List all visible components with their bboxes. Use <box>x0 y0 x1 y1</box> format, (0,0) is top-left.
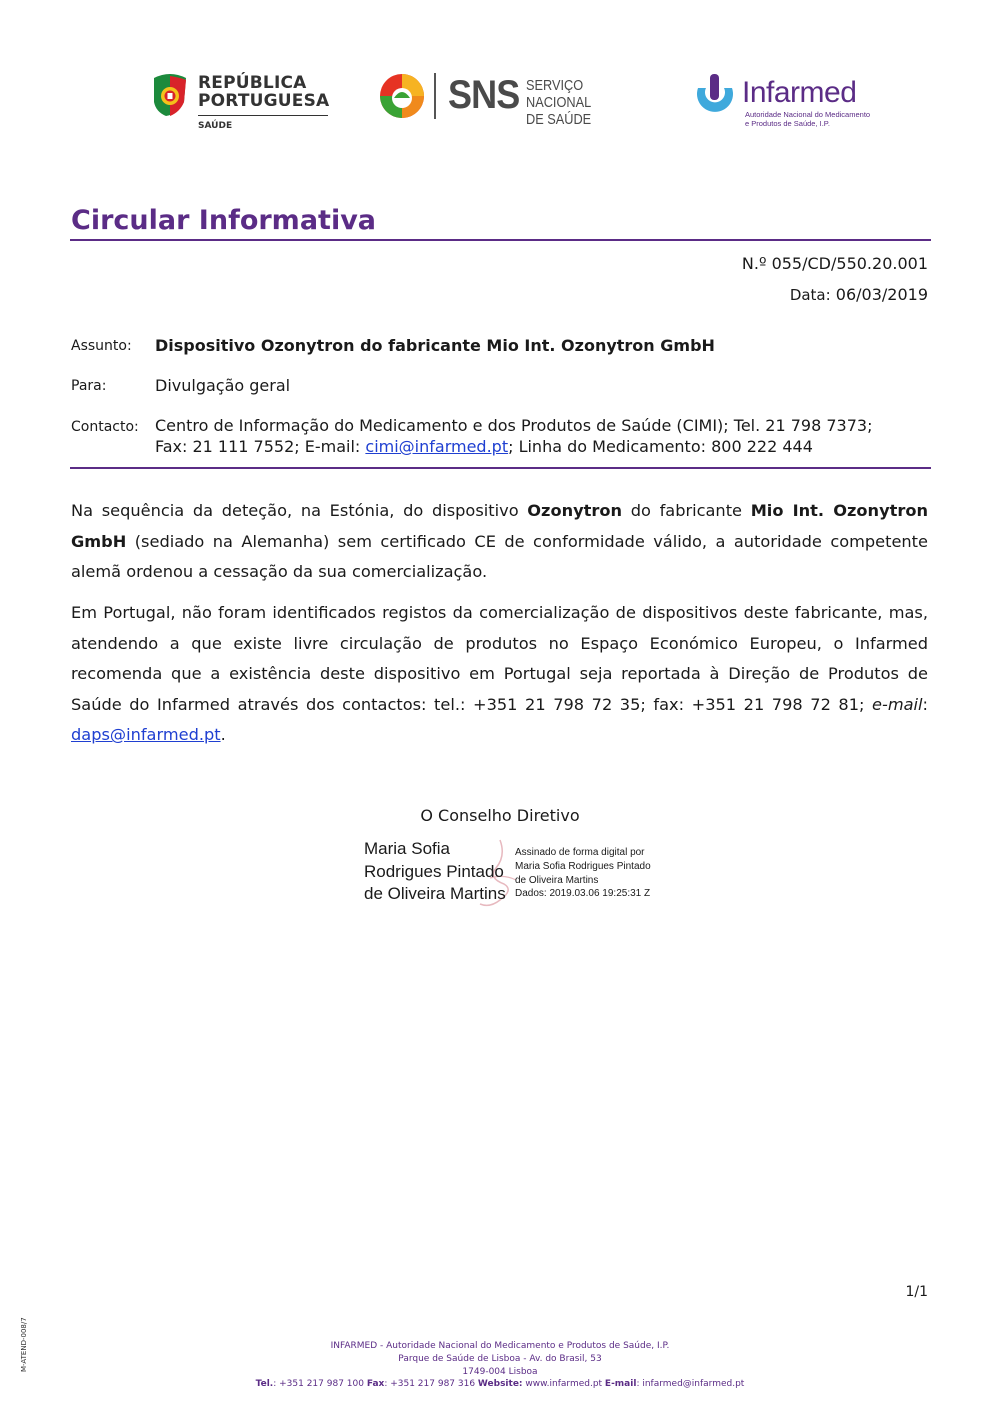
manufacturer-name: Mio Int. Ozonytron GmbH <box>71 501 928 551</box>
infarmed-mark-icon <box>694 74 736 118</box>
signatory-name: Maria Sofia Rodrigues Pintado de Oliveira Martins <box>364 839 506 903</box>
logo-rule <box>198 115 328 116</box>
contact-label: Contacto: <box>71 419 139 435</box>
meta-rule <box>70 467 931 469</box>
to-label: Para: <box>71 378 107 394</box>
contact-value <box>155 415 935 457</box>
to-value: Divulgação geral <box>155 376 291 395</box>
portuguese-emblem-icon <box>150 72 190 118</box>
device-name: Ozonytron <box>527 501 623 520</box>
circular-date <box>790 285 928 304</box>
body-paragraph-1: Na sequência da deteção, na Estónia, do dispositivo Ozonytron do fabricante Mio Int. Ozonytron GmbH (sediado na Alemanha) sem certificado CE de conformidade válido, a autoridade competente alemã ordenou a cessação da sua comercialização. <box>71 501 928 581</box>
contact-line2: Fax: 21 111 7552; E-mail: cimi@infarmed.pt; Linha do Medicamento: 800 222 444 <box>155 437 813 456</box>
date-label: Data: <box>789 286 831 304</box>
document-title: Circular Informativa <box>71 205 377 236</box>
subject-label: Assunto: <box>71 338 132 354</box>
circular-number: N.º 055/CD/550.20.001 <box>741 254 928 273</box>
digital-signature-info: Assinado de forma digital por Maria Sofia Rodrigues Pintado de Oliveira Martins Dados: 2019.03.06 19:25:31 Z <box>515 847 651 900</box>
infarmed-logo <box>694 72 874 134</box>
council-heading: O Conselho Diretivo <box>420 806 580 825</box>
contact-line1: Centro de Informação do Medicamento e dos Produtos de Saúde (CIMI); Tel. 21 798 7373; <box>155 416 873 435</box>
republica-subtitle: SAÚDE <box>198 121 233 131</box>
body-paragraph-2: Em Portugal, não foram identificados registos da comercialização de dispositivos deste fabricante, mas, atendendo a que existe livre circulação de produtos no Espaço Económico Europeu, o Infarmed recomenda que a existência deste dispositivo em Portugal seja reportada à Direção de Produtos de Saúde do Infarmed através dos contactos: tel.: +351 21 798 72 35; fax: +351 21 798 72 81; e-mail: daps@infarmed.pt. <box>71 603 928 744</box>
footer-address: INFARMED - Autoridade Nacional do Medicamento e Produtos de Saúde, I.P. Parque de Saúde de Lisboa - Av. do Brasil, 53 1749-004 Lisboa Tel.: +351 217 987 100 Fax: +351 217 987 316 Website: www.infarmed.pt E-mail: infarmed@infarmed.pt <box>0 1340 1000 1391</box>
sns-word: SNS <box>448 73 520 117</box>
daps-email-link[interactable]: daps@infarmed.pt <box>71 725 221 744</box>
date-value: 06/03/2019 <box>835 285 928 304</box>
subject-value: Dispositivo Ozonytron do fabricante Mio Int. Ozonytron GmbH <box>155 336 715 355</box>
footer-contacts: Tel.: +351 217 987 100 Fax: +351 217 987 316 Website: www.infarmed.pt E-mail: infarmed@infarmed.pt <box>255 1379 745 1390</box>
sns-divider <box>434 73 436 119</box>
republica-title: REPÚBLICA PORTUGUESA <box>198 73 330 111</box>
page-number: 1/1 <box>905 1284 928 1300</box>
contact-email-link[interactable]: cimi@infarmed.pt <box>365 437 509 456</box>
sns-mark-icon <box>378 72 426 120</box>
form-code: M-ATEND-008/7 <box>20 1317 28 1372</box>
title-rule <box>70 239 931 241</box>
infarmed-word: Infarmed <box>742 76 857 109</box>
infarmed-subtitle: Autoridade Nacional do Medicamento e Produtos de Saúde, I.P. <box>745 110 871 128</box>
republica-portuguesa-logo <box>150 70 340 140</box>
sns-name: SERVIÇO NACIONAL DE SAÚDE <box>526 77 592 128</box>
sns-logo <box>378 70 658 128</box>
